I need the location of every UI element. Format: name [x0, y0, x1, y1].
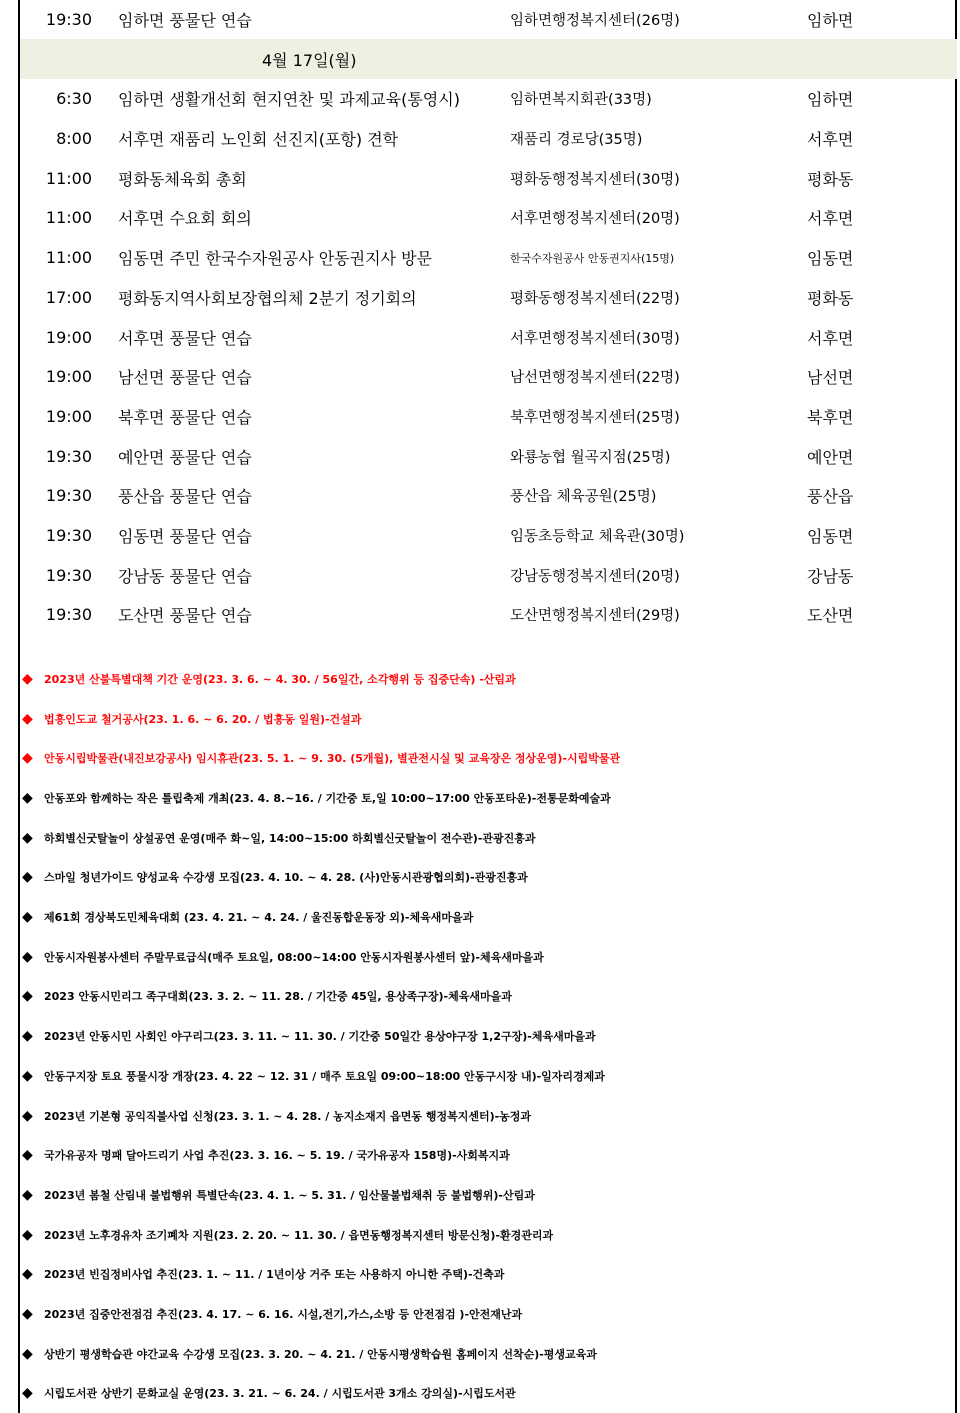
notice-text: 하회별신굿탈놀이 상설공연 운영(매주 화~일, 14:00~15:00 하회별신굿탈놀이 전수관)-관광진흥과	[44, 831, 536, 845]
time: 19:30	[45, 565, 92, 585]
schedule-row	[20, 436, 957, 476]
place: 강남동행정복지센터(20명)	[510, 568, 680, 585]
time: 19:30	[45, 605, 92, 625]
place: 재품리 경로당(35명)	[510, 132, 643, 149]
time: 11:00	[45, 208, 92, 228]
place: 도산면행정복지센터(29명)	[510, 608, 680, 625]
time: 11:00	[45, 248, 92, 268]
notice-text: 안동시립박물관(내진보강공사) 임시휴관(23. 5. 1. ~ 9. 30. (5개월), 별관전시실 및 교육장은 정상운영)-시립박물관	[44, 752, 621, 766]
diamond-bullet-icon: ◆	[22, 1306, 33, 1323]
dept: 남선면	[807, 368, 854, 388]
time: 17:00	[45, 287, 92, 307]
date-header-label: 4월 17일(월)	[262, 50, 357, 70]
event: 도산면 풍물단 연습	[118, 606, 252, 626]
notice-text: 2023년 노후경유차 조기폐차 지원(23. 2. 20. ~ 11. 30. / 읍면동행정복지센터 방문신청)-환경관리과	[44, 1228, 554, 1242]
place: 한국수자원공사 안동권지사(15명)	[510, 251, 675, 265]
diamond-bullet-icon: ◆	[22, 829, 33, 846]
place: 북후면행정복지센터(25명)	[510, 409, 680, 426]
date-header	[20, 39, 957, 79]
time: 19:30	[45, 10, 92, 30]
notice-item	[22, 1056, 956, 1096]
schedule-row	[20, 357, 957, 397]
time: 8:00	[56, 129, 92, 149]
notice-item	[22, 1096, 956, 1136]
schedule-row	[20, 0, 957, 40]
notice-text: 국가유공자 명패 달아드리기 사업 추진(23. 3. 16. ~ 5. 19. / 국가유공자 158명)-사회복지과	[44, 1149, 510, 1163]
event: 서후면 재품리 노인회 선진지(포항) 견학	[118, 130, 399, 150]
time: 11:00	[45, 168, 92, 188]
notice-text: 스마일 청년가이드 양성교육 수강생 모집(23. 4. 10. ~ 4. 28. (사)안동시관광협의회)-관광진흥과	[44, 871, 528, 885]
place: 임동초등학교 체육관(30명)	[510, 529, 685, 546]
notice-item	[22, 659, 956, 699]
diamond-bullet-icon: ◆	[22, 750, 33, 767]
diamond-bullet-icon: ◆	[22, 1345, 33, 1362]
notice-item	[22, 1175, 956, 1215]
notice-text: 2023 안동시민리그 족구대회(23. 3. 2. ~ 11. 28. / 기간중 45일, 용상족구장)-체육새마을과	[44, 990, 512, 1004]
notice-text: 2023년 안동시민 사회인 야구리그(23. 3. 11. ~ 11. 30. / 기간중 50일간 용상야구장 1,2구장)-체육새마을과	[44, 1030, 596, 1044]
notice-item	[22, 778, 956, 818]
dept: 평화동	[807, 169, 854, 189]
event: 평화동체육회 총회	[118, 169, 247, 189]
diamond-bullet-icon: ◆	[22, 710, 33, 727]
notice-text: 안동구지장 토요 풍물시장 개장(23. 4. 22 ~ 12. 31 / 매주 토요일 09:00~18:00 안동구시장 내)-일자리경제과	[44, 1069, 605, 1083]
dept: 임동면	[807, 249, 854, 269]
place: 남선면행정복지센터(22명)	[510, 370, 680, 387]
event: 풍산읍 풍물단 연습	[118, 487, 252, 507]
notice-item	[22, 1374, 956, 1413]
diamond-bullet-icon: ◆	[22, 1107, 33, 1124]
event: 서후면 수요회 회의	[118, 209, 252, 229]
event: 평화동지역사회보장협의체 2분기 정기회의	[118, 288, 417, 308]
notice-item	[22, 937, 956, 977]
dept: 서후면	[807, 328, 854, 348]
notice-item	[22, 1215, 956, 1255]
dept: 도산면	[807, 606, 854, 626]
dept: 서후면	[807, 130, 854, 150]
diamond-bullet-icon: ◆	[22, 909, 33, 926]
dept: 임동면	[807, 527, 854, 547]
time: 19:00	[45, 327, 92, 347]
place: 임하면행정복지센터(26명)	[510, 13, 680, 30]
event: 임하면 생활개선회 현지연찬 및 과제교육(통영시)	[118, 90, 460, 110]
notice-item	[22, 1334, 956, 1374]
notice-text: 안동시자원봉사센터 주말무료급식(매주 토요일, 08:00~14:00 안동시자원봉사센터 앞)-체육새마을과	[44, 950, 544, 964]
schedule-row	[20, 397, 957, 437]
notice-item	[22, 1135, 956, 1175]
notice-text: 2023년 빈집정비사업 추진(23. 1. ~ 11. / 1년이상 거주 또는 사용하지 아니한 주택)-건축과	[44, 1268, 505, 1282]
event: 예안면 풍물단 연습	[118, 447, 252, 467]
place: 풍산읍 체육공원(25명)	[510, 489, 657, 506]
diamond-bullet-icon: ◆	[22, 1226, 33, 1243]
place: 서후면행정복지센터(30명)	[510, 330, 680, 347]
schedule-row	[20, 198, 957, 238]
dept: 임하면	[807, 90, 854, 110]
notice-text: 상반기 평생학습관 야간교육 수강생 모집(23. 3. 20. ~ 4. 21. / 안동시평생학습원 홈페이지 선착순)-평생교육과	[44, 1347, 597, 1361]
schedule-row	[20, 238, 957, 278]
schedule-row	[20, 317, 957, 357]
diamond-bullet-icon: ◆	[22, 1385, 33, 1402]
diamond-bullet-icon: ◆	[22, 1067, 33, 1084]
event: 남선면 풍물단 연습	[118, 368, 252, 388]
notice-item	[22, 897, 956, 937]
time: 6:30	[56, 89, 92, 109]
notice-item	[22, 977, 956, 1017]
time: 19:30	[45, 486, 92, 506]
event: 임동면 풍물단 연습	[118, 527, 252, 547]
notice-text: 안동포와 함께하는 작은 틀립축제 개최(23. 4. 8.~16. / 기간중 토,일 10:00~17:00 안동포타운)-전통문화예술과	[44, 791, 611, 805]
dept: 풍산읍	[807, 487, 854, 507]
dept: 강남동	[807, 566, 854, 586]
notice-text: 법흥인도교 철거공사(23. 1. 6. ~ 6. 20. / 법흥동 일원)-건설과	[44, 712, 362, 726]
dept: 예안면	[807, 447, 854, 467]
notice-text: 2023년 기본형 공익직불사업 신청(23. 3. 1. ~ 4. 28. / 농지소재지 읍면동 행정복지센터)-농정과	[44, 1109, 532, 1123]
schedule-row	[20, 476, 957, 516]
notice-text: 2023년 산불특별대책 기간 운영(23. 3. 6. ~ 4. 30. / 56일간, 소각행위 등 집중단속) -산림과	[44, 672, 516, 686]
diamond-bullet-icon: ◆	[22, 1028, 33, 1045]
place: 평화동행정복지센터(22명)	[510, 290, 680, 307]
schedule-row	[20, 516, 957, 556]
notice-item	[22, 818, 956, 858]
schedule-row	[20, 278, 957, 318]
notice-item	[22, 699, 956, 739]
diamond-bullet-icon: ◆	[22, 789, 33, 806]
time: 19:00	[45, 406, 92, 426]
diamond-bullet-icon: ◆	[22, 670, 33, 687]
event: 임하면 풍물단 연습	[118, 11, 252, 31]
dept: 서후면	[807, 209, 854, 229]
notice-text: 시립도서관 상반기 문화교실 운영(23. 3. 21. ~ 6. 24. / 시립도서관 3개소 강의실)-시립도서관	[44, 1387, 516, 1401]
schedule-row	[20, 158, 957, 198]
schedule-row	[20, 555, 957, 595]
time: 19:30	[45, 526, 92, 546]
event: 서후면 풍물단 연습	[118, 328, 252, 348]
notice-item	[22, 858, 956, 898]
schedule-row	[20, 595, 957, 635]
diamond-bullet-icon: ◆	[22, 948, 33, 965]
time: 19:30	[45, 446, 92, 466]
event: 북후면 풍물단 연습	[118, 407, 252, 427]
place: 와룡농협 월곡지점(25명)	[510, 449, 671, 466]
event: 임동면 주민 한국수자원공사 안동권지사 방문	[118, 249, 433, 269]
place: 임하면복지회관(33명)	[510, 92, 652, 109]
notice-text: 제61회 경상북도민체육대회 (23. 4. 21. ~ 4. 24. / 울진동합운동장 외)-체육새마을과	[44, 911, 474, 925]
notice-text: 2023년 봄철 산림내 불법행위 특별단속(23. 4. 1. ~ 5. 31. / 임산물불법채취 등 불법행위)-산림과	[44, 1188, 535, 1202]
notice-text: 2023년 집중안전점검 추진(23. 4. 17. ~ 6. 16. 시설,전기,가스,소방 등 안전점검 )-안전재난과	[44, 1308, 523, 1322]
time: 19:00	[45, 367, 92, 387]
notice-item	[22, 738, 956, 778]
notice-item	[22, 1255, 956, 1295]
place: 평화동행정복지센터(30명)	[510, 171, 680, 188]
diamond-bullet-icon: ◆	[22, 1186, 33, 1203]
diamond-bullet-icon: ◆	[22, 1266, 33, 1283]
event: 강남동 풍물단 연습	[118, 566, 252, 586]
diamond-bullet-icon: ◆	[22, 1147, 33, 1164]
diamond-bullet-icon: ◆	[22, 869, 33, 886]
notice-item	[22, 1294, 956, 1334]
diamond-bullet-icon: ◆	[22, 988, 33, 1005]
schedule-row	[20, 79, 957, 119]
schedule-row	[20, 119, 957, 159]
place: 서후면행정복지센터(20명)	[510, 211, 680, 228]
dept: 북후면	[807, 407, 854, 427]
notice-item	[22, 1016, 956, 1056]
dept: 평화동	[807, 288, 854, 308]
dept: 임하면	[807, 11, 854, 31]
